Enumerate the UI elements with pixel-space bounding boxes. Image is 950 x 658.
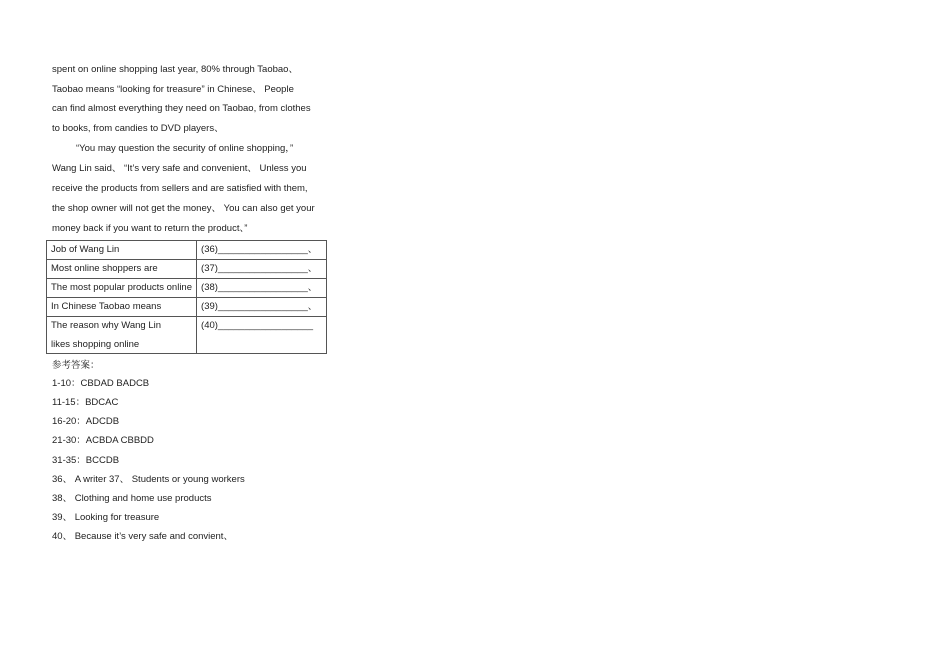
passage-line: spent on online shopping last year, 80% through Taobao、 <box>52 64 298 75</box>
row-label-cell <box>47 317 197 354</box>
row-label: Most online shoppers are <box>47 260 197 279</box>
table-row <box>47 260 327 279</box>
row-label: Job of Wang Lin <box>47 241 197 260</box>
passage-line: Taobao means “looking for treasure” in Chinese、 People <box>52 84 294 95</box>
answer-line: 36、 A writer 37、 Students or young workers <box>52 474 245 485</box>
passage-line: can find almost everything they need on Taobao, from clothes <box>52 103 311 114</box>
answer-line: 39、 Looking for treasure <box>52 512 160 523</box>
answer-blank: (40)__________________ <box>197 317 327 354</box>
passage-line: “You may question the security of online shopping，” <box>76 143 294 154</box>
table-row <box>47 279 327 298</box>
table-row <box>47 298 327 317</box>
answer-line: 21-30：ACBDA CBBDD <box>52 435 154 446</box>
answer-line: 11-15：BDCAC <box>52 397 119 408</box>
answer-blank: (39)_________________、 <box>197 298 327 317</box>
answer-blank: (36)_________________、 <box>197 241 327 260</box>
answer-blank: (37)_________________、 <box>197 260 327 279</box>
table-row <box>47 241 327 260</box>
row-label: The reason why Wang Lin <box>51 320 162 331</box>
row-label: In Chinese Taobao means <box>47 298 197 317</box>
question-table <box>46 240 327 354</box>
passage-line: receive the products from sellers and are satisfied with them, <box>52 183 308 194</box>
answer-line: 31-35：BCCDB <box>52 455 120 466</box>
answer-blank: (38)_________________、 <box>197 279 327 298</box>
passage-line: to books, from candies to DVD players、 <box>52 123 224 134</box>
row-label: The most popular products online <box>47 279 197 298</box>
passage-line: the shop owner will not get the money、 You can also get your <box>52 203 315 214</box>
passage-line: money back if you want to return the product、” <box>52 223 248 234</box>
answer-line: 38、 Clothing and home use products <box>52 493 212 504</box>
passage-line: Wang Lin said、 “It’s very safe and convenient、 Unless you <box>52 163 307 174</box>
answer-key-heading: 参考答案： <box>52 360 100 371</box>
answer-line: 1-10：CBDAD BADCB <box>52 378 150 389</box>
table-row <box>47 317 327 354</box>
row-label-continued: likes shopping online <box>51 339 140 350</box>
answer-line: 40、 Because it’s very safe and convient、 <box>52 531 233 542</box>
answer-line: 16-20：ADCDB <box>52 416 120 427</box>
